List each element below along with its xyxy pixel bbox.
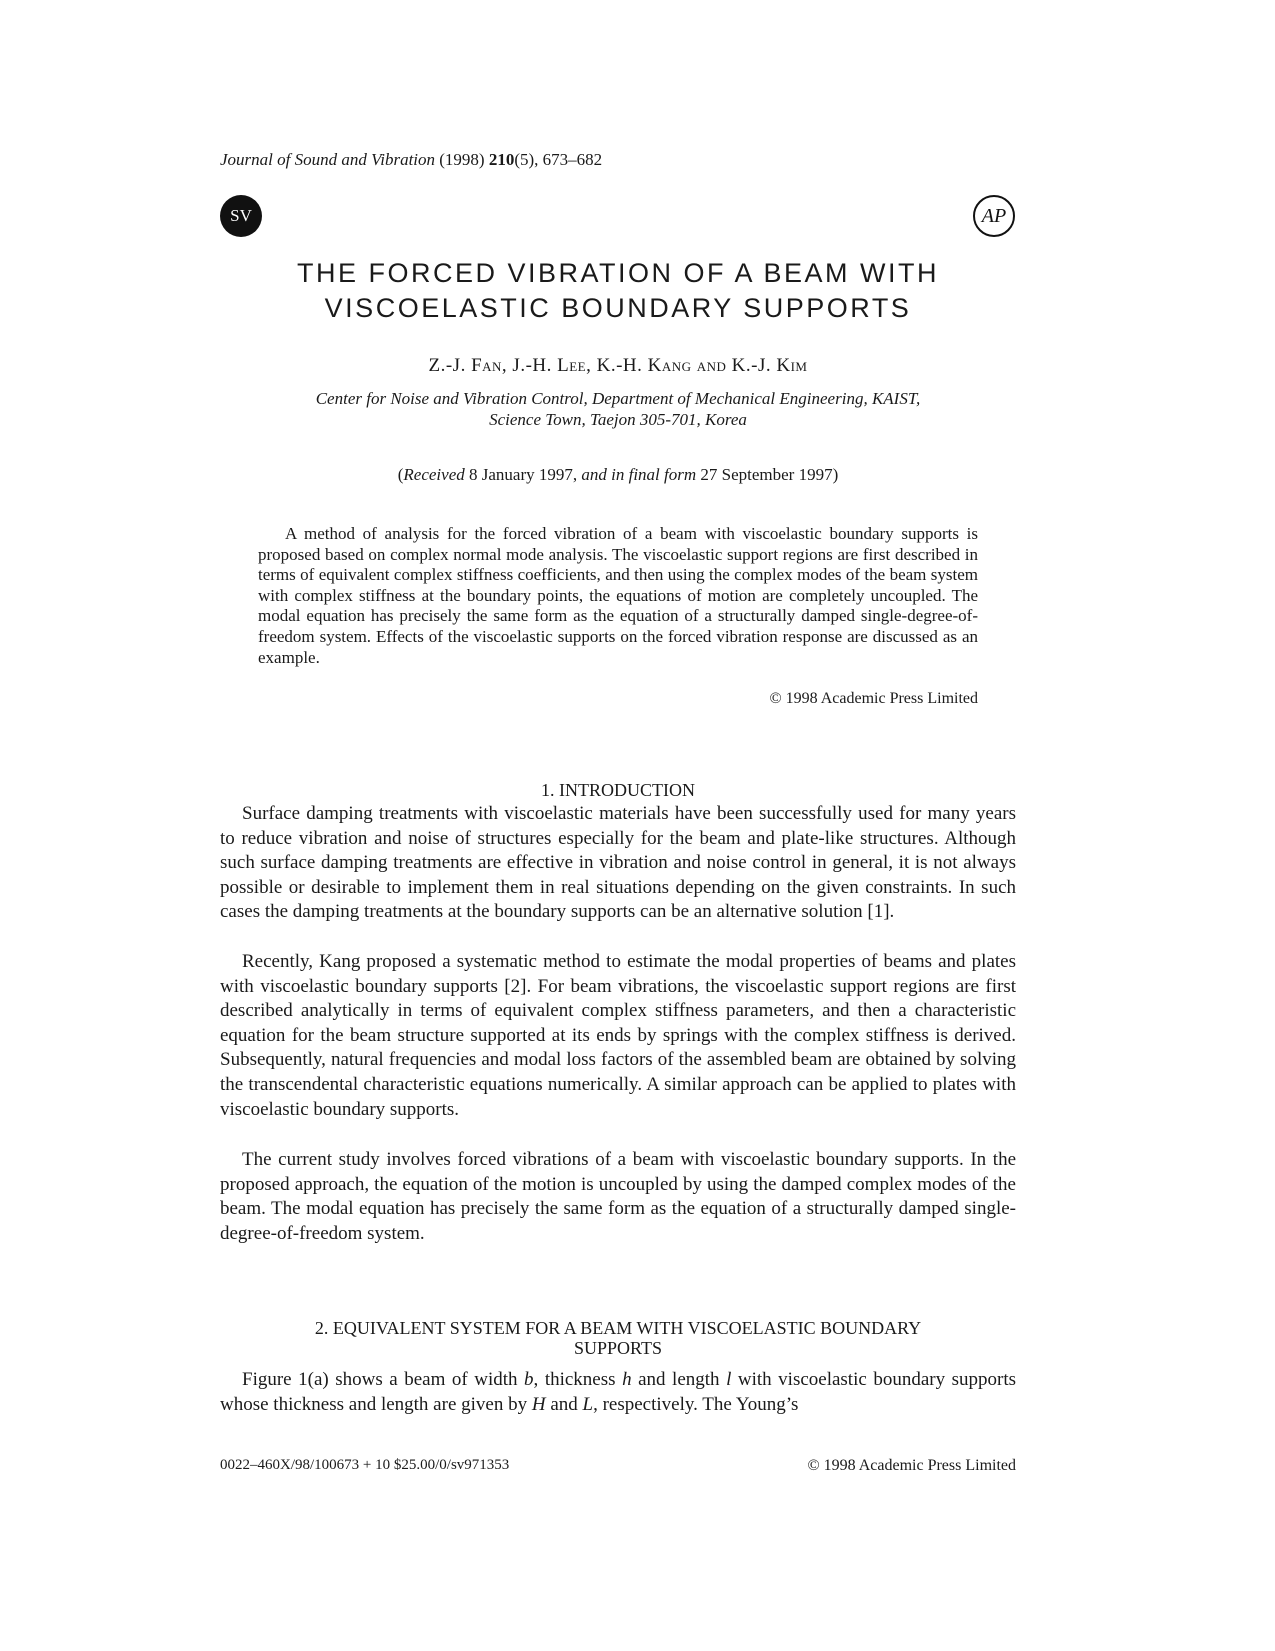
final-form-date: 27 September 1997)	[696, 465, 839, 484]
section-2-paragraph-1	[220, 1368, 1016, 1417]
journal-name: Journal of Sound and Vibration	[220, 150, 436, 169]
variable-L: L	[582, 1393, 594, 1415]
footer-code: 0022–460X/98/100673 + 10 $25.00/0/sv971353	[220, 1457, 510, 1473]
authors: Z.-J. Fan, J.-H. Lee, K.-H. Kang and K.-J. Kim	[428, 355, 808, 376]
ap-logo	[973, 195, 1015, 237]
received-dates	[220, 465, 1016, 485]
section-2-heading	[220, 1318, 1016, 1358]
text-run: Figure 1(a) shows a beam of width	[242, 1369, 525, 1390]
sv-logo	[220, 195, 262, 237]
intro-paragraph-1: Surface damping treatments with viscoelastic materials have been successfully used for many years to reduce vibration and noise of structures especially for the beam and plate-like structures. Although such surface damping treatments are effective in vibration and noise control in general, it is not always possible or desirable to implement them in real situations depending on the given constraints. In such cases the damping treatments at the boundary supports can be an alternative solution [1].	[220, 803, 1016, 923]
journal-volume: 210	[488, 150, 515, 169]
text-run: and length	[631, 1369, 727, 1390]
affiliation	[220, 388, 1016, 430]
affiliation-line-2: Science Town, Taejon 305-701, Korea	[489, 410, 747, 429]
received-label: Received	[403, 465, 465, 484]
journal-year: (1998)	[439, 150, 485, 169]
abstract-copyright: © 1998 Academic Press Limited	[769, 690, 978, 707]
title-line-2: VISCOELASTIC BOUNDARY SUPPORTS	[324, 293, 912, 323]
sv-logo-text: SV	[230, 206, 252, 225]
intro-paragraph-3: The current study involves forced vibrations of a beam with viscoelastic boundary supports. In the proposed approach, the equation of the motion is uncoupled by using the damped complex modes of the beam. The modal equation has precisely the same form as the equation of a structurally damped single-degree-of-freedom system.	[220, 1149, 1016, 1244]
section-2-heading-line-1: 2. EQUIVALENT SYSTEM FOR A BEAM WITH VISCOELASTIC BOUNDARY	[314, 1318, 922, 1338]
section-2-heading-line-2: SUPPORTS	[574, 1338, 662, 1358]
journal-issue-pages: (5), 673–682	[514, 150, 603, 169]
abstract: A method of analysis for the forced vibration of a beam with viscoelastic boundary supports is proposed based on complex normal mode analysis. The viscoelastic support regions are first described in terms of equivalent complex stiffness coefficients, and then using the complex modes of the beam system with complex stiffness at the boundary points, the equations of motion are completely uncoupled. The modal equation has precisely the same form as the equation of a structurally damped single-degree-of-freedom system. Effects of the viscoelastic supports on the forced vibration response are discussed as an example.	[258, 524, 978, 667]
received-date: 8 January 1997,	[464, 465, 582, 484]
title-line-1: THE FORCED VIBRATION OF A BEAM WITH	[296, 258, 940, 288]
ap-logo-text: AP	[981, 204, 1007, 227]
intro-paragraph-2: Recently, Kang proposed a systematic method to estimate the modal properties of beams and plates with viscoelastic boundary supports [2]. For beam vibrations, the viscoelastic support regions are first described analytically in terms of equivalent complex stiffness parameters, and then a characteristic equation for the beam structure supported at its ends by springs with the complex stiffness is derived. Subsequently, natural frequencies and modal loss factors of the assembled beam are obtained by solving the transcendental characteristic equations numerically. A similar approach can be applied to plates with viscoelastic boundary supports.	[220, 951, 1016, 1120]
final-form-label: and in final form	[581, 465, 697, 484]
paper-title	[220, 256, 1016, 326]
journal-citation	[220, 150, 602, 170]
text-run: , respectively. The Young’s	[593, 1393, 799, 1415]
variable-h: h	[622, 1369, 632, 1390]
text-run: with viscoelastic boundary supports whose thickness and length are given by	[220, 1369, 1016, 1415]
section-1-heading: 1. INTRODUCTION	[541, 780, 695, 800]
affiliation-line-1: Center for Noise and Vibration Control, Department of Mechanical Engineering, KAIST,	[315, 389, 921, 408]
variable-l: l	[726, 1369, 732, 1390]
text-run: and	[545, 1393, 583, 1415]
variable-b: b	[524, 1369, 534, 1390]
received-open: (	[397, 465, 404, 484]
text-run: , thickness	[533, 1369, 623, 1390]
footer-copyright: © 1998 Academic Press Limited	[807, 1457, 1016, 1474]
variable-H: H	[531, 1393, 546, 1415]
